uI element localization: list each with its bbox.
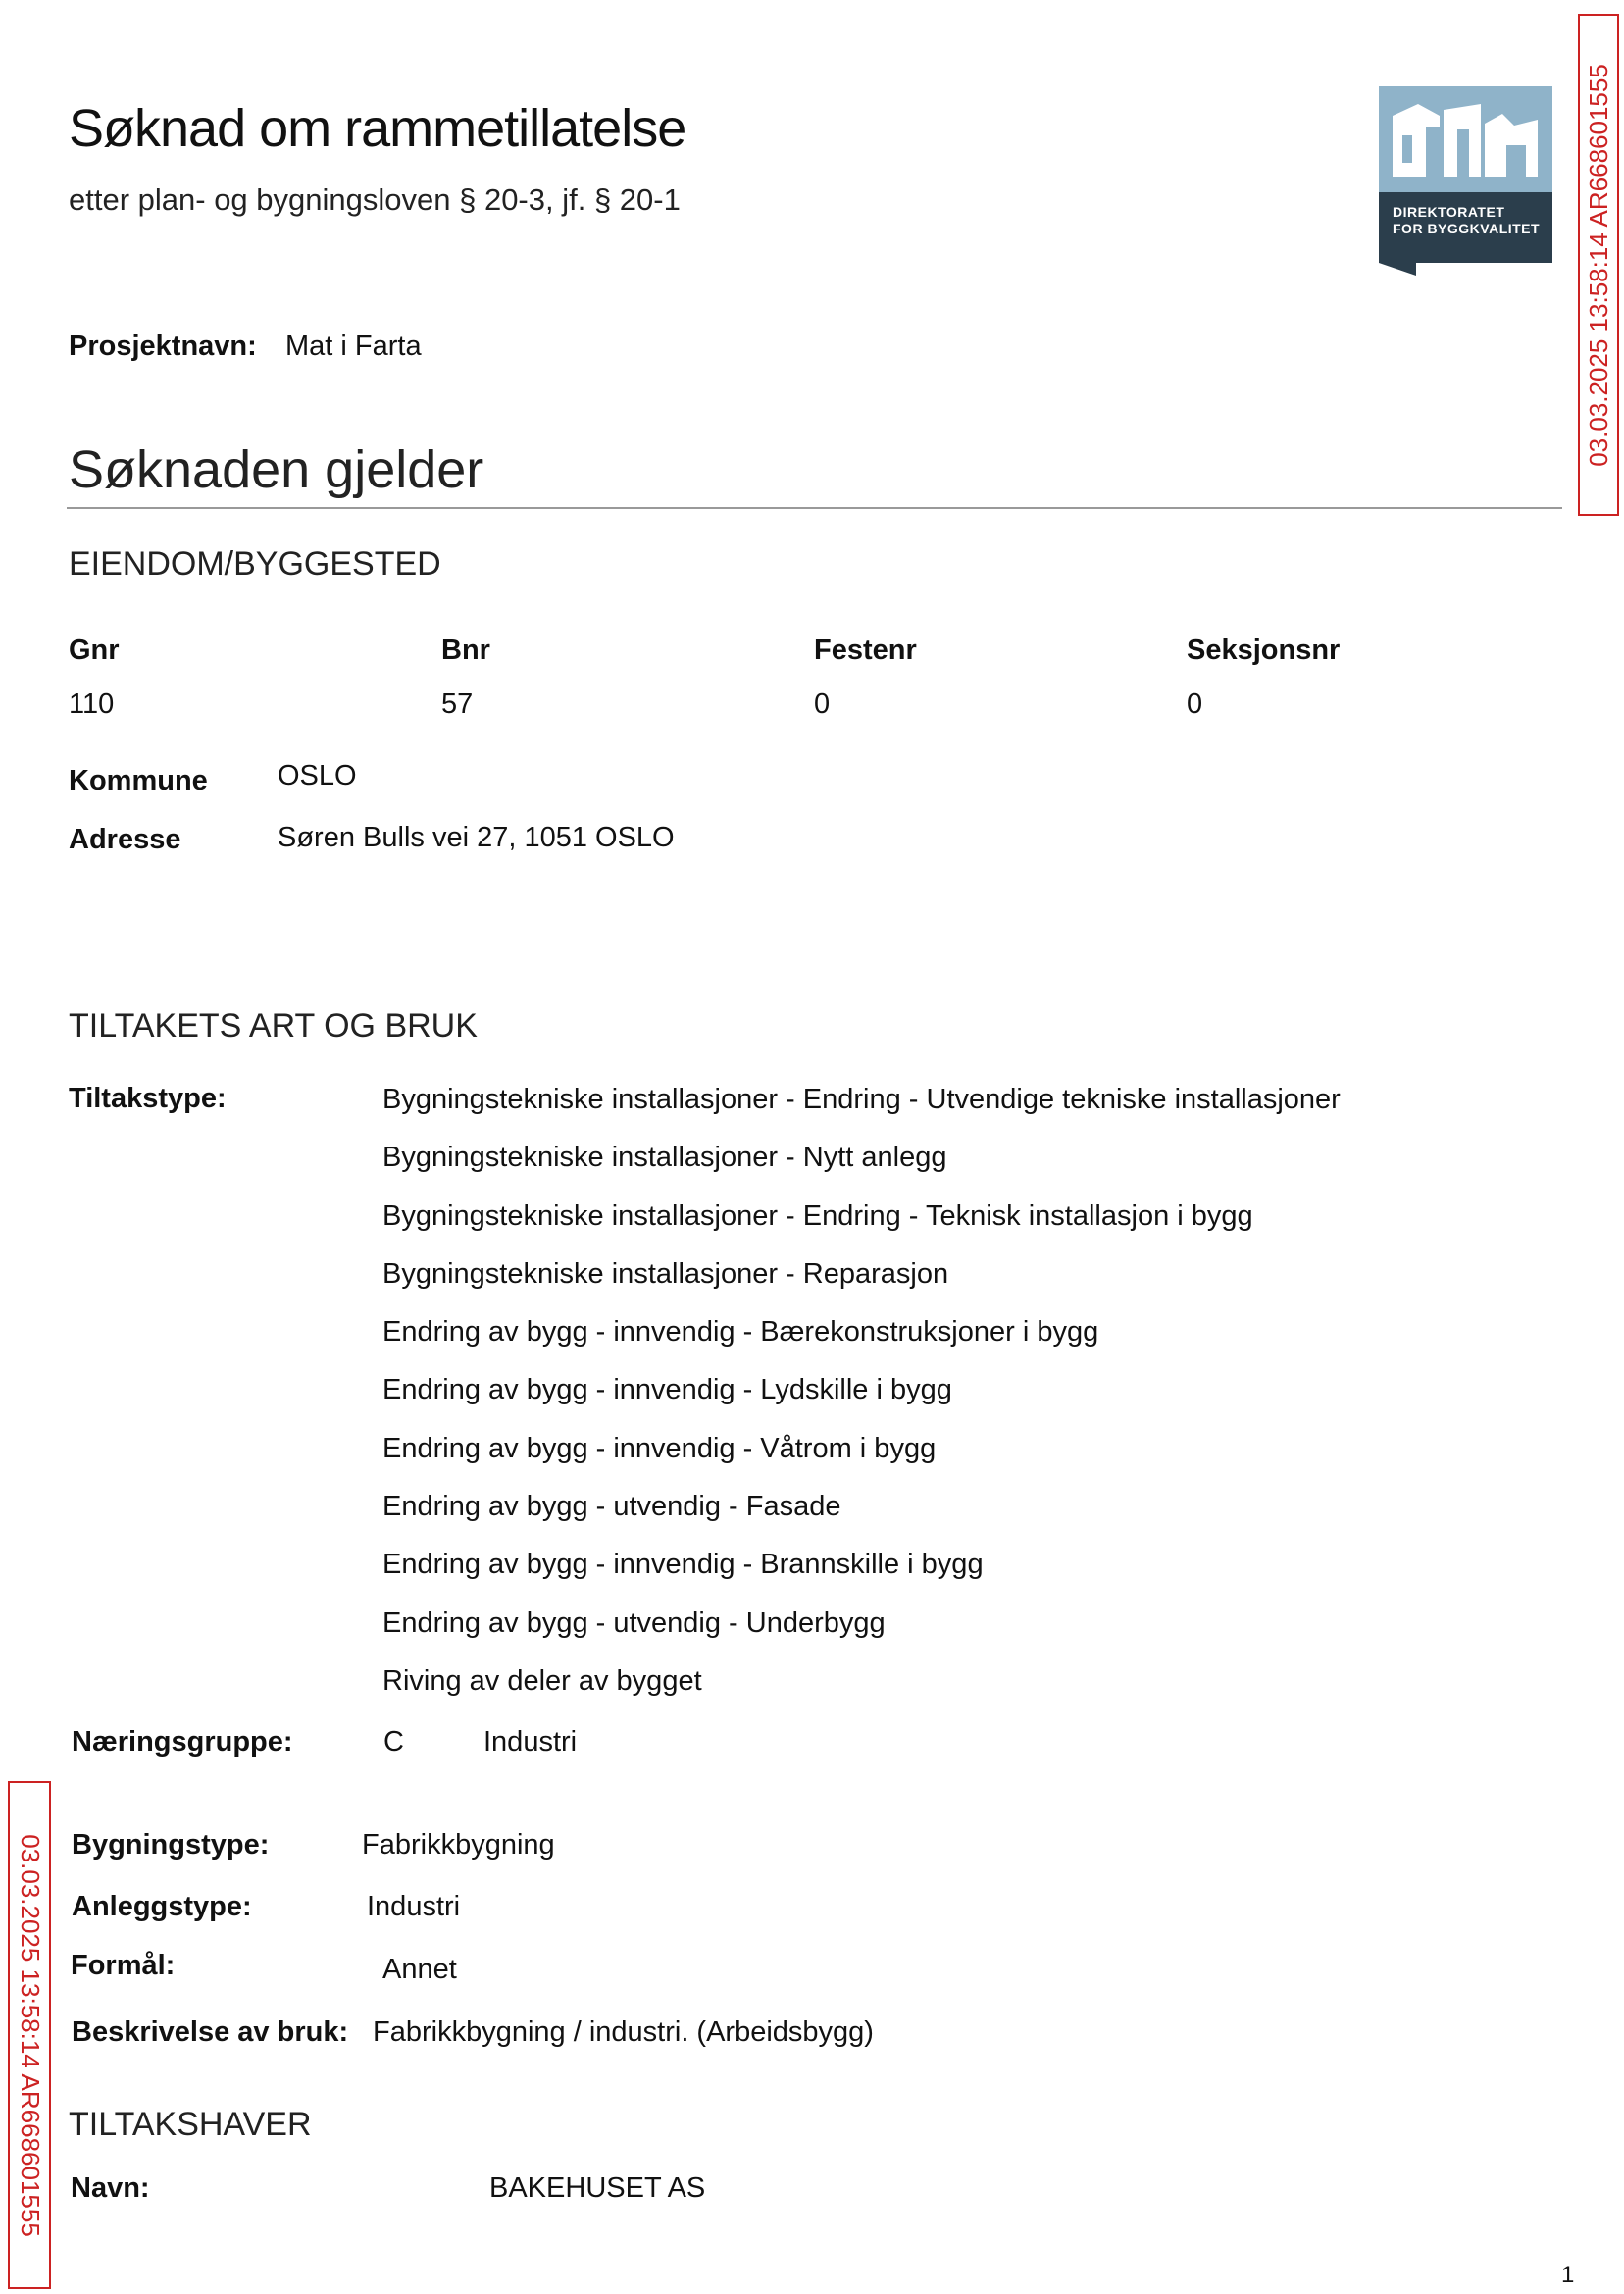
timestamp-stamp-left xyxy=(8,1781,51,2289)
eiendom-heading: EIENDOM/BYGGESTED xyxy=(69,545,441,583)
stamp-text: 03.03.2025 13:58:14 AR668601555 xyxy=(15,1833,45,2237)
adresse-value: Søren Bulls vei 27, 1051 OSLO xyxy=(278,822,675,853)
tiltakstype-item: Endring av bygg - innvendig - Bærekonstruksjoner i bygg xyxy=(382,1316,1099,1349)
project-name-label: Prosjektnavn: xyxy=(69,331,257,362)
seksjonsnr-label: Seksjonsnr xyxy=(1187,635,1341,666)
tiltakstype-item: Endring av bygg - utvendig - Underbygg xyxy=(382,1606,886,1639)
navn-label: Navn: xyxy=(71,2172,150,2204)
bygningstype-value: Fabrikkbygning xyxy=(362,1829,555,1861)
tiltakstype-item: Bygningstekniske installasjoner - Endring - Teknisk installasjon i bygg xyxy=(382,1199,1253,1232)
gnr-value: 110 xyxy=(69,688,115,720)
logo-line-2: FOR BYGGKVALITET xyxy=(1393,221,1541,236)
festenr-value: 0 xyxy=(814,688,831,720)
stamp-text: 03.03.2025 13:58:14 AR668601555 xyxy=(1583,63,1613,467)
bygningstype-label: Bygningstype: xyxy=(72,1829,270,1861)
naeringsgruppe-code: C xyxy=(383,1726,404,1758)
kommune-value: OSLO xyxy=(278,760,357,791)
tiltak-heading: TILTAKETS ART OG BRUK xyxy=(69,1007,478,1045)
kommune-label: Kommune xyxy=(69,765,208,796)
timestamp-stamp-right xyxy=(1578,14,1619,516)
adresse-label: Adresse xyxy=(69,824,181,855)
dibk-logo xyxy=(1379,86,1552,276)
bnr-label: Bnr xyxy=(441,635,490,666)
tiltakstype-item: Endring av bygg - innvendig - Lydskille i bygg xyxy=(382,1374,952,1406)
tiltakstype-item: Bygningstekniske installasjoner - Endring - Utvendige tekniske installasjoner xyxy=(382,1084,1341,1115)
tiltakstype-item: Endring av bygg - utvendig - Fasade xyxy=(382,1491,841,1523)
tiltakstype-item: Bygningstekniske installasjoner - Reparasjon xyxy=(382,1257,949,1290)
project-name-value: Mat i Farta xyxy=(285,331,422,362)
festenr-label: Festenr xyxy=(814,635,917,666)
beskrivelse-value: Fabrikkbygning / industri. (Arbeidsbygg) xyxy=(373,2016,874,2048)
tiltakstype-list xyxy=(382,1077,1341,1716)
document-title: Søknad om rammetillatelse xyxy=(69,99,686,158)
bnr-value: 57 xyxy=(441,688,474,720)
page-number: 1 xyxy=(1561,2262,1575,2288)
section-divider xyxy=(67,507,1562,509)
naeringsgruppe-value: Industri xyxy=(483,1726,578,1758)
tiltakshaver-heading: TILTAKSHAVER xyxy=(69,2106,312,2143)
seksjonsnr-value: 0 xyxy=(1187,688,1203,720)
tiltakstype-item: Riving av deler av bygget xyxy=(382,1664,702,1697)
anleggstype-value: Industri xyxy=(367,1891,461,1922)
beskrivelse-label: Beskrivelse av bruk: xyxy=(72,2016,349,2048)
tiltakstype-item: Endring av bygg - innvendig - Våtrom i bygg xyxy=(382,1432,937,1464)
formal-label: Formål: xyxy=(71,1950,176,1981)
navn-value: BAKEHUSET AS xyxy=(489,2172,706,2204)
tiltakstype-label: Tiltakstype: xyxy=(69,1083,227,1114)
naeringsgruppe-label: Næringsgruppe: xyxy=(72,1726,293,1758)
tiltakstype-item: Bygningstekniske installasjoner - Nytt anlegg xyxy=(382,1142,947,1174)
logo-line-1: DIREKTORATET xyxy=(1393,204,1505,220)
document-subtitle: etter plan- og bygningsloven § 20-3, jf. § 20-1 xyxy=(69,182,681,217)
anleggstype-label: Anleggstype: xyxy=(72,1891,252,1922)
formal-value: Annet xyxy=(382,1954,457,1985)
dibk-logo-graphic xyxy=(1379,86,1552,276)
tiltakstype-item: Endring av bygg - innvendig - Brannskille i bygg xyxy=(382,1549,984,1581)
section-title: Søknaden gjelder xyxy=(69,440,484,499)
gnr-label: Gnr xyxy=(69,635,120,666)
